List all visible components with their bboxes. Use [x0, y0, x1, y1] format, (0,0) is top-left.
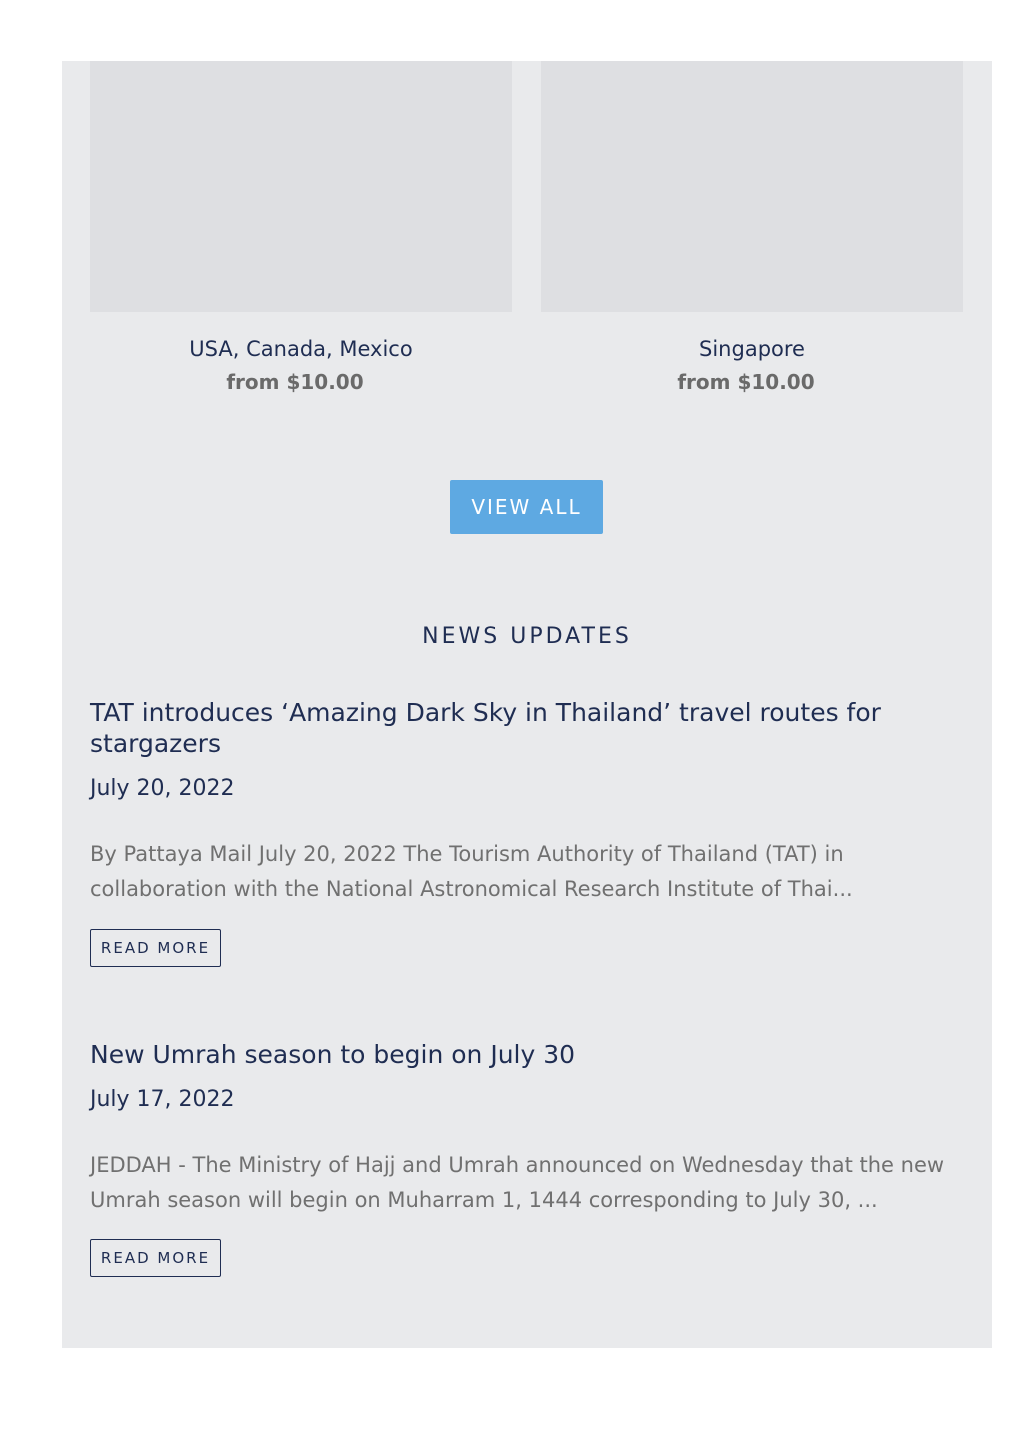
- view-all-button[interactable]: VIEW ALL: [450, 480, 603, 534]
- news-article-excerpt: By Pattaya Mail July 20, 2022 The Tourism Authority of Thailand (TAT) in collaboration with the National Astronomical Research Institute of Thai...: [90, 842, 853, 901]
- read-more-button[interactable]: READ MORE: [90, 929, 221, 967]
- product-price-singapore: from $10.00: [677, 370, 815, 394]
- news-article-title[interactable]: New Umrah season to begin on July 30: [90, 1040, 576, 1069]
- product-price-usa-canada-mexico: from $10.00: [226, 370, 364, 394]
- read-more-button[interactable]: READ MORE: [90, 1239, 221, 1277]
- product-title-usa-canada-mexico[interactable]: USA, Canada, Mexico: [189, 337, 413, 361]
- product-image-usa-canada-mexico[interactable]: [90, 61, 512, 312]
- news-article-title[interactable]: TAT introduces ‘Amazing Dark Sky in Thailand’ travel routes for stargazers: [90, 698, 881, 758]
- product-title-singapore[interactable]: Singapore: [699, 337, 805, 361]
- news-article-excerpt: JEDDAH - The Ministry of Hajj and Umrah announced on Wednesday that the new Umrah season will begin on Muharram 1, 1444 corresponding to July 30, ...: [90, 1153, 945, 1212]
- product-image-singapore[interactable]: [541, 61, 963, 312]
- news-article-date: July 17, 2022: [90, 1087, 235, 1112]
- news-article-date: July 20, 2022: [90, 776, 235, 801]
- content-panel: [62, 61, 992, 1348]
- news-updates-heading: NEWS UPDATES: [422, 624, 632, 649]
